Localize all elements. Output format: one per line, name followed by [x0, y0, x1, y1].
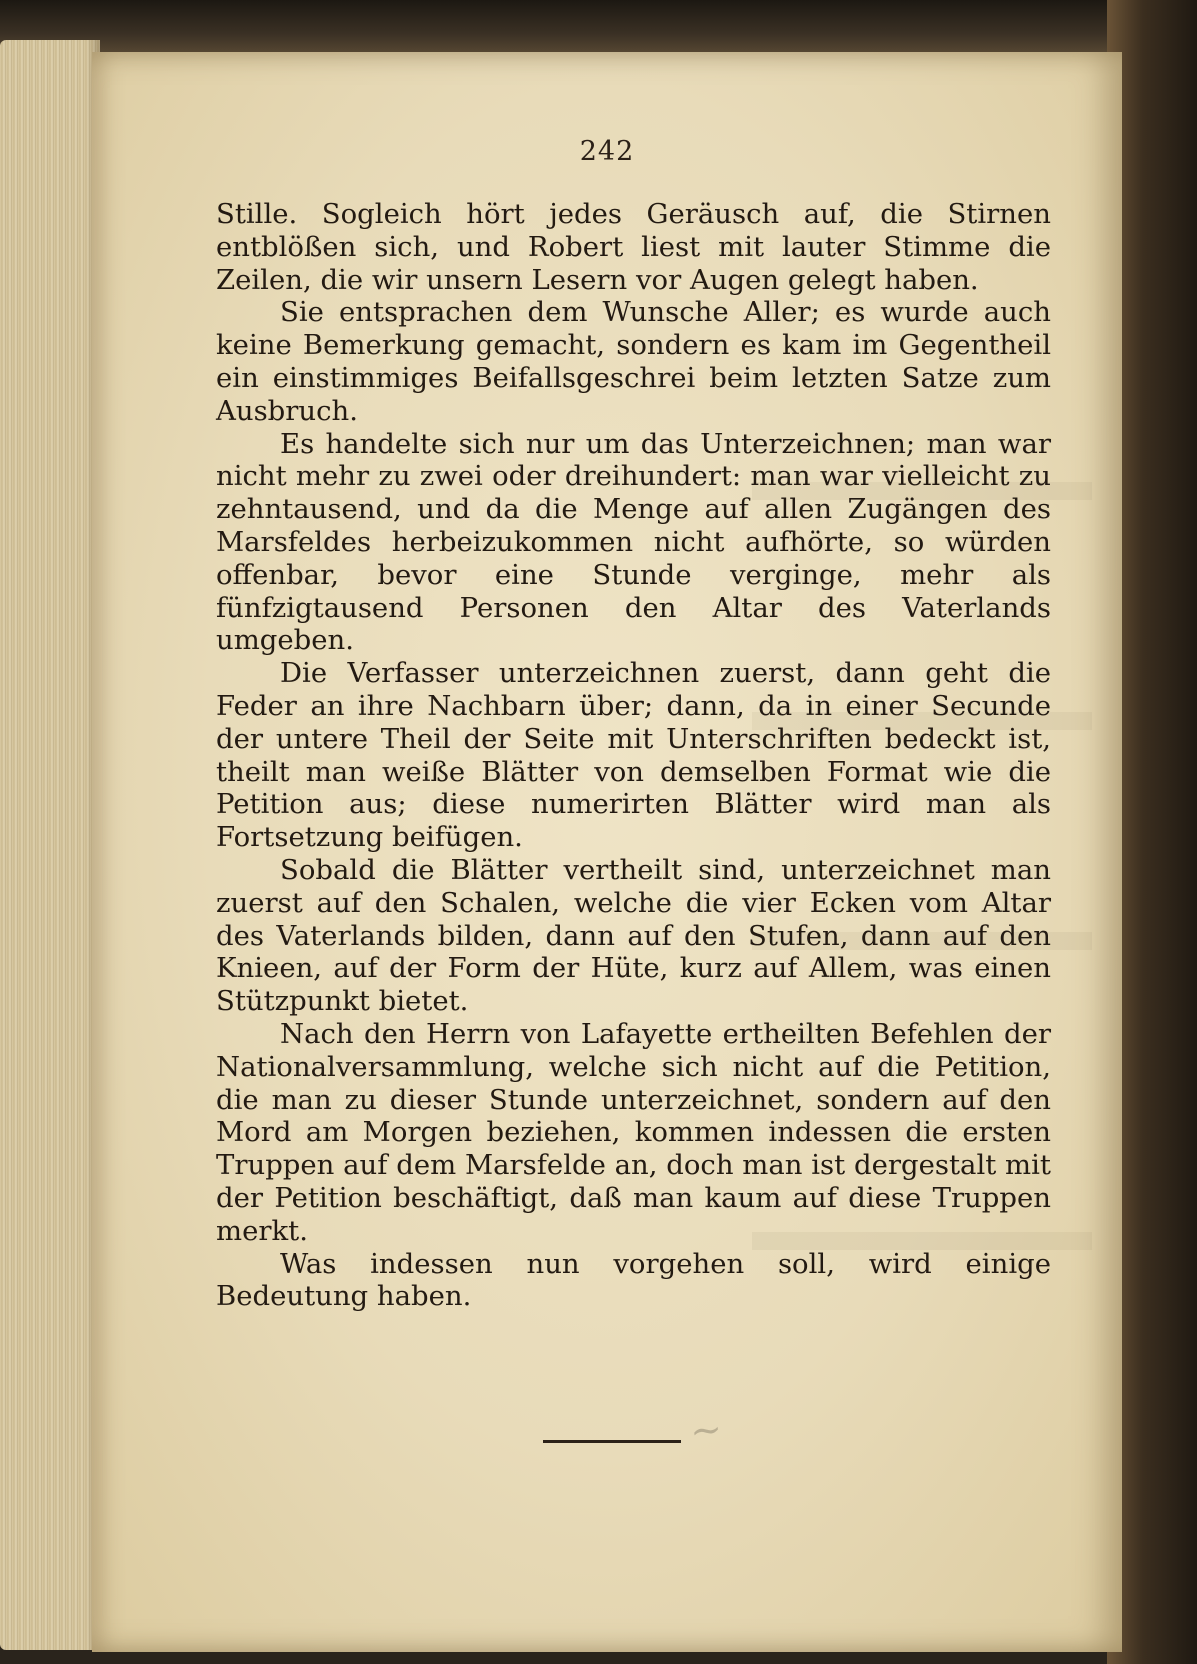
paragraph: Es handelte sich nur um das Unterzeichnen; man war nicht mehr zu zwei oder dreihundert: man war vielleicht zu zehntausend, und da die Menge auf allen Zugängen des Marsfeldes herbeizukommen nicht aufhörte, so würden offenbar, bevor eine Stunde verginge, mehr als fünfzigtausend Personen den Altar des Vaterlands umgeben. — [216, 427, 1051, 657]
paragraph: Die Verfasser unterzeichnen zuerst, dann geht die Feder an ihre Nachbarn über; dann, da in einer Secunde der untere Theil der Seite mit Unterschriften bedeckt ist, theilt man weiße Blätter von demselben Format wie die Petition aus; diese numerirten Blätter wird man als Fortsetzung beifügen. — [216, 657, 1051, 854]
paragraph: Was indessen nun vorgehen soll, wird einige Bedeutung haben. — [216, 1247, 1051, 1313]
page-edges — [0, 40, 100, 1650]
body-text — [216, 198, 1051, 1313]
paragraph: Nach den Herrn von Lafayette ertheilten Befehlen der Nationalversammlung, welche sich nicht auf die Petition, die man zu dieser Stunde unterzeichnet, sondern auf den Mord am Morgen beziehen, kommen indessen die ersten Truppen auf dem Marsfelde an, doch man ist dergestalt mit der Petition beschäftigt, daß man kaum auf diese Truppen merkt. — [216, 1017, 1051, 1247]
faint-handwritten-mark: ~ — [687, 1406, 725, 1454]
book-page — [92, 52, 1122, 1652]
paragraph: Sobald die Blätter vertheilt sind, unterzeichnet man zuerst auf den Schalen, welche die vier Ecken vom Altar des Vaterlands bilden, dann auf den Stufen, dann auf den Knieen, auf der Form der Hüte, kurz auf Allem, was einen Stützpunkt bietet. — [216, 853, 1051, 1018]
paragraph: Stille. Sogleich hört jedes Geräusch auf, die Stirnen entblößen sich, und Robert liest mit lauter Stimme die Zeilen, die wir unsern Lesern vor Augen gelegt haben. — [216, 198, 1051, 296]
book-cover-top — [0, 0, 1197, 56]
section-end-rule — [543, 1440, 681, 1443]
page-number: 242 — [579, 136, 635, 167]
paragraph: Sie entsprachen dem Wunsche Aller; es wurde auch keine Bemerkung gemacht, sondern es kam im Gegentheil ein einstimmiges Beifallsgeschrei beim letzten Satze zum Ausbruch. — [216, 296, 1051, 427]
